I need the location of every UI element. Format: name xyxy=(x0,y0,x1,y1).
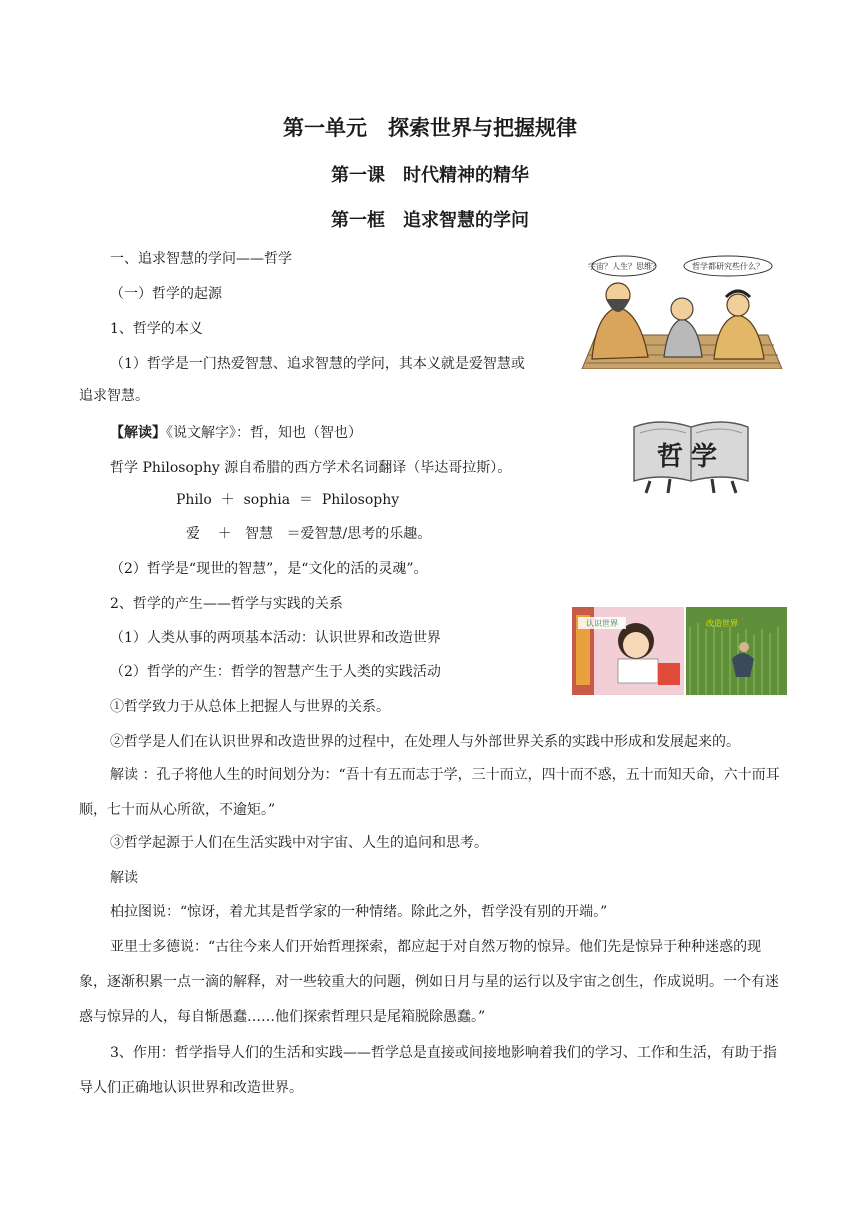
lesson-title: 第一课 时代精神的精华 xyxy=(331,165,529,186)
practice-images xyxy=(572,607,787,695)
speech-bubble-left: 宇宙？人生？思维？ xyxy=(588,262,660,271)
item-heading: 2、哲学的产生——哲学与实践的关系 xyxy=(110,596,343,612)
text-line: 追求智慧。 xyxy=(79,388,149,404)
text-line: （2）哲学的产生：哲学的智慧产生于人类的实践活动 xyxy=(110,664,441,680)
text-line: （2）哲学是“现世的智慧”，是“文化的活的灵魂”。 xyxy=(110,561,428,577)
text-line: 哲学 Philosophy 源自希腊的西方学术名词翻译（毕达哥拉斯）。 xyxy=(110,460,512,476)
formula-line: 爱 ＋ 智慧 ＝爱智慧/思考的乐趣。 xyxy=(186,526,432,542)
plato-paragraph: 柏拉图说：“惊讶，着尤其是哲学家的一种情绪。除此之外，哲学没有别的开端。” xyxy=(110,904,608,920)
book-title: 哲学 xyxy=(656,442,726,472)
note-label: 解读 xyxy=(110,870,138,886)
section-heading: 一、追求智慧的学问——哲学 xyxy=(110,251,292,267)
text-line: ③哲学起源于人们在生活实践中对宇宙、人生的追问和思考。 xyxy=(110,835,488,851)
text-line: ②哲学是人们在认识世界和改造世界的过程中，在处理人与外部世界关系的实践中形成和发展起来的。 xyxy=(110,734,740,750)
text-line: （1）人类从事的两项基本活动：认识世界和改造世界 xyxy=(110,630,441,646)
item-heading: 1、哲学的本义 xyxy=(110,321,203,337)
formula-line: Philo ＋ sophia ＝ Philosophy xyxy=(176,492,400,508)
subsection-heading: （一）哲学的起源 xyxy=(110,286,222,302)
unit-title: 第一单元 探索世界与把握规律 xyxy=(283,116,577,140)
right-sign-text: 改造世界 xyxy=(706,619,738,628)
note-label: 【解读】 xyxy=(110,425,166,441)
left-sign-text: 认识世界 xyxy=(586,619,618,628)
frame-title: 第一框 追求智慧的学问 xyxy=(331,210,529,231)
text-line: （1）哲学是一门热爱智慧、追求智慧的学问，其本义就是爱智慧或 xyxy=(110,356,525,372)
confucius-paragraph: 解读 ：孔子将他人生的时间划分为：“吾十有五而志于学，三十而立，四十而不惑，五十而知天命，六十而耳顺，七十而从心所欲，不逾矩。” xyxy=(79,767,780,818)
role-paragraph: 3、作用：哲学指导人们的生活和实践——哲学总是直接或间接地影响着我们的学习、工作和生活，有助于指导人们正确地认识世界和改造世界。 xyxy=(79,1045,777,1096)
text-line xyxy=(110,423,362,443)
speech-bubble-right: 哲学都研究些什么？ xyxy=(692,262,764,271)
philosophy-book-image xyxy=(630,415,752,495)
text-line: ①哲学致力于从总体上把握人与世界的关系。 xyxy=(110,699,390,715)
sages-cartoon-image xyxy=(578,253,786,369)
note-text: 《说文解字》：哲，知也（智也） xyxy=(166,425,362,441)
aristotle-paragraph: 亚里士多德说：“古往今来人们开始哲理探索，都应起于对自然万物的惊异。他们先是惊异于种种迷惑的现象，逐渐积累一点一滴的解释，对一些较重大的问题，例如日月与星的运行以及宇宙之创生，作成说明。一个有迷惑与惊异的人，每自惭愚蠢……他们探索哲理只是尾箱脱除愚蠢。” xyxy=(79,939,779,1025)
